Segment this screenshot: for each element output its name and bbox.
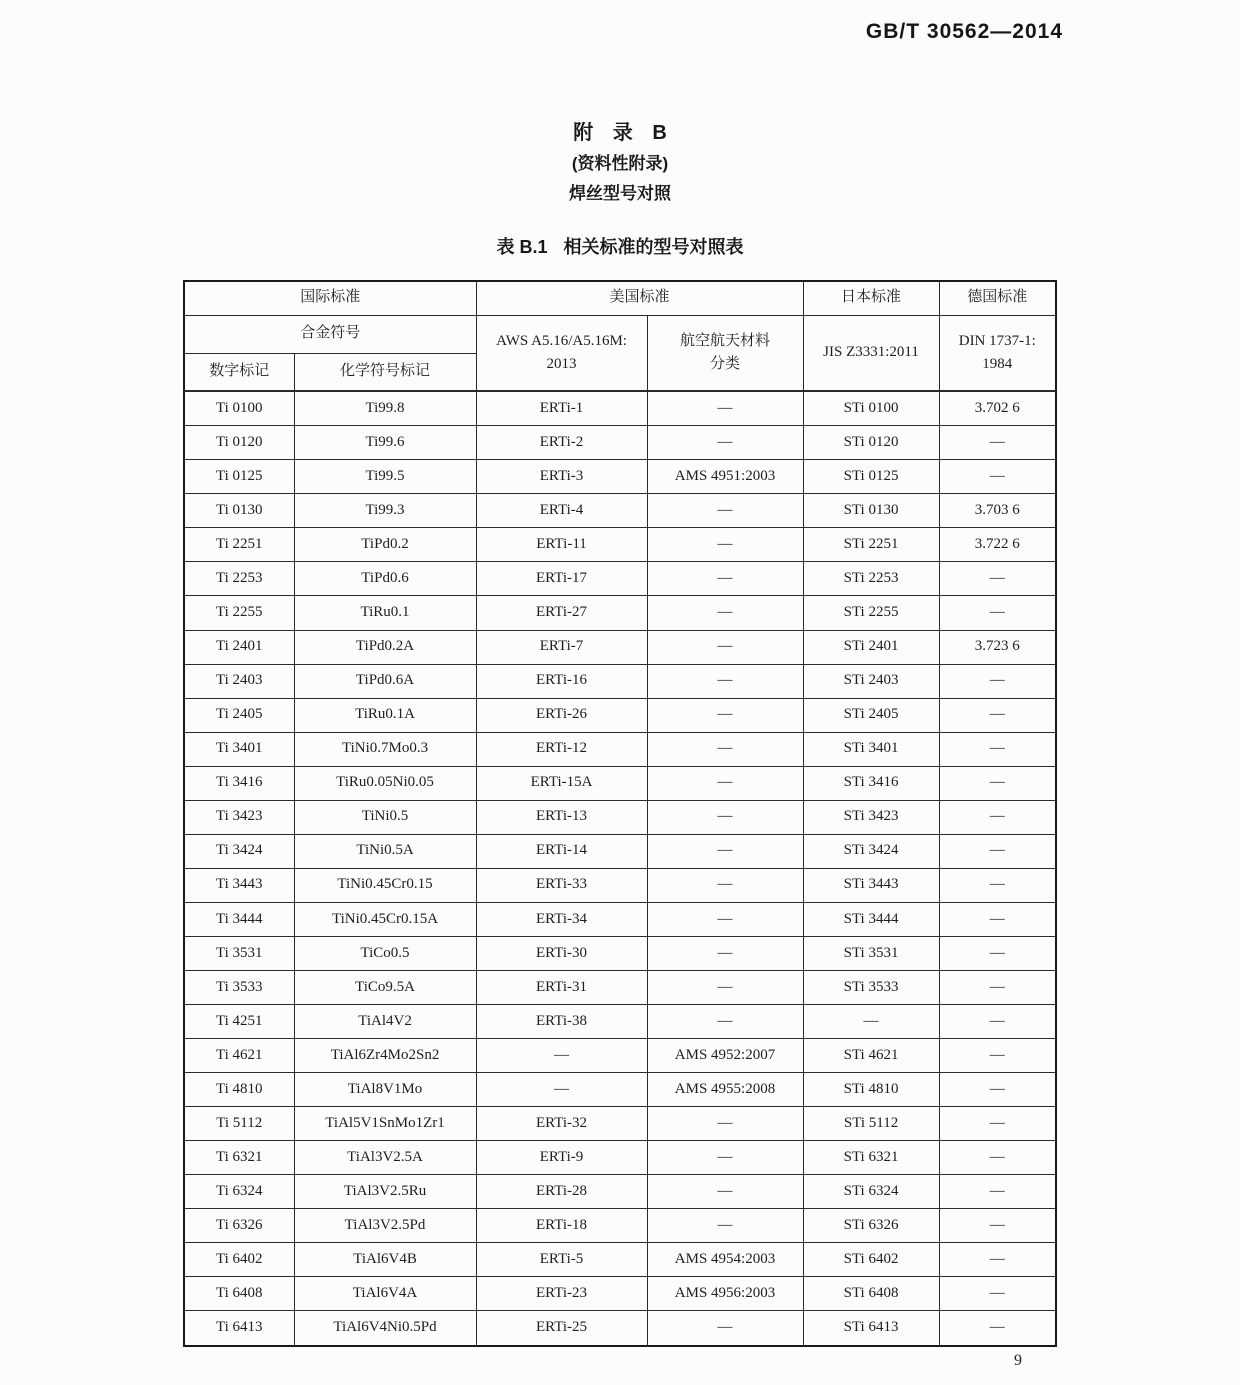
table-cell: 3.703 6 <box>939 494 1056 528</box>
table-cell: Ti 4251 <box>184 1005 294 1039</box>
table-cell: Ti99.8 <box>294 391 476 426</box>
table-cell: AMS 4955:2008 <box>647 1073 803 1107</box>
table-cell: ERTi-14 <box>476 834 647 868</box>
table-cell: STi 0120 <box>803 426 939 460</box>
table-cell: ERTi-32 <box>476 1107 647 1141</box>
table-cell: — <box>939 970 1056 1004</box>
doc-number: GB/T 30562—2014 <box>865 20 1063 43</box>
header-aws-spec-line1: AWS A5.16/A5.16M: <box>496 333 627 350</box>
table-cell: TiNi0.45Cr0.15A <box>294 902 476 936</box>
table-cell: STi 6324 <box>803 1175 939 1209</box>
table-cell: ERTi-27 <box>476 596 647 630</box>
table-caption <box>0 233 1240 259</box>
table-cell: — <box>939 596 1056 630</box>
header-jp-standard: 日本标准 <box>803 281 939 315</box>
appendix-subtitle: (资料性附录) <box>571 154 669 173</box>
table-row <box>184 732 1056 766</box>
table-cell: — <box>939 1039 1056 1073</box>
table-cell: ERTi-7 <box>476 630 647 664</box>
table-row <box>184 1277 1056 1311</box>
header-row-groups <box>184 315 1056 353</box>
table-cell: TiAl3V2.5Ru <box>294 1175 476 1209</box>
table-cell: — <box>939 1141 1056 1175</box>
table-cell: — <box>647 1175 803 1209</box>
table-cell: — <box>647 528 803 562</box>
table-row <box>184 391 1056 426</box>
table-row <box>184 1311 1056 1346</box>
table-cell: ERTi-34 <box>476 902 647 936</box>
table-cell: Ti 4810 <box>184 1073 294 1107</box>
table-cell: Ti 0120 <box>184 426 294 460</box>
table-cell: TiAl4V2 <box>294 1005 476 1039</box>
table-cell: ERTi-4 <box>476 494 647 528</box>
table-row <box>184 494 1056 528</box>
table-row <box>184 800 1056 834</box>
table-cell: STi 0130 <box>803 494 939 528</box>
table-cell: Ti 3531 <box>184 936 294 970</box>
table-cell: Ti 6321 <box>184 1141 294 1175</box>
table-cell: STi 3401 <box>803 732 939 766</box>
table-cell: — <box>647 834 803 868</box>
table-row <box>184 664 1056 698</box>
header-row-standards <box>184 281 1056 315</box>
table-cell: TiRu0.1 <box>294 596 476 630</box>
header-aerospace-class-line2: 分类 <box>710 355 741 372</box>
table-cell: Ti 2251 <box>184 528 294 562</box>
table-cell: ERTi-33 <box>476 868 647 902</box>
table-cell: TiNi0.45Cr0.15 <box>294 868 476 902</box>
table-cell: — <box>939 868 1056 902</box>
header-alloy-symbol: 合金符号 <box>184 315 476 353</box>
table-cell: — <box>647 664 803 698</box>
table-cell: ERTi-12 <box>476 732 647 766</box>
table-cell: 3.702 6 <box>939 391 1056 426</box>
table-cell: TiNi0.7Mo0.3 <box>294 732 476 766</box>
page-number: 9 <box>1014 1352 1022 1369</box>
table-cell: ERTi-28 <box>476 1175 647 1209</box>
header-chemical-mark: 化学符号标记 <box>294 353 476 391</box>
table-cell: — <box>647 1141 803 1175</box>
table-cell: ERTi-3 <box>476 460 647 494</box>
header-din-spec-line1: DIN 1737-1: <box>958 333 1036 350</box>
table-cell: ERTi-26 <box>476 698 647 732</box>
table-cell: — <box>939 800 1056 834</box>
table-cell: Ti 0130 <box>184 494 294 528</box>
table-cell: — <box>939 426 1056 460</box>
table-cell: STi 2251 <box>803 528 939 562</box>
table-cell: TiRu0.05Ni0.05 <box>294 766 476 800</box>
table-cell: STi 5112 <box>803 1107 939 1141</box>
table-row <box>184 766 1056 800</box>
table-cell: TiAl3V2.5Pd <box>294 1209 476 1243</box>
table-cell: — <box>647 1209 803 1243</box>
table-cell: Ti 3533 <box>184 970 294 1004</box>
header-aerospace-class-line1: 航空航天材料 <box>680 333 771 350</box>
table-cell: Ti99.3 <box>294 494 476 528</box>
table-cell: STi 4621 <box>803 1039 939 1073</box>
table-cell: TiAl6V4A <box>294 1277 476 1311</box>
header-de-standard: 德国标准 <box>939 281 1056 315</box>
table-cell: — <box>647 766 803 800</box>
table-cell: STi 4810 <box>803 1073 939 1107</box>
table-row <box>184 1209 1056 1243</box>
table-cell: — <box>939 1243 1056 1277</box>
header-aws-spec-line2: 2013 <box>546 355 577 372</box>
table-row <box>184 630 1056 664</box>
table-cell: Ti 2403 <box>184 664 294 698</box>
table-row <box>184 970 1056 1004</box>
table-cell: STi 6408 <box>803 1277 939 1311</box>
table-cell: ERTi-13 <box>476 800 647 834</box>
table-cell: TiPd0.6 <box>294 562 476 596</box>
table-row <box>184 528 1056 562</box>
table-cell: STi 6326 <box>803 1209 939 1243</box>
table-row <box>184 834 1056 868</box>
table-row <box>184 936 1056 970</box>
table-cell: — <box>647 732 803 766</box>
table-cell: STi 2401 <box>803 630 939 664</box>
table-cell: AMS 4951:2003 <box>647 460 803 494</box>
table-cell: — <box>939 698 1056 732</box>
table-cell: — <box>647 1107 803 1141</box>
table-cell: Ti 6408 <box>184 1277 294 1311</box>
table-cell: — <box>647 426 803 460</box>
table-cell: Ti 5112 <box>184 1107 294 1141</box>
table-cell: — <box>647 868 803 902</box>
table-cell: ERTi-11 <box>476 528 647 562</box>
table-cell: STi 6402 <box>803 1243 939 1277</box>
table-row <box>184 596 1056 630</box>
table-body <box>184 391 1056 1346</box>
table-cell: Ti 2253 <box>184 562 294 596</box>
table-cell: STi 3443 <box>803 868 939 902</box>
table-cell: — <box>939 1073 1056 1107</box>
table-cell: ERTi-31 <box>476 970 647 1004</box>
table-cell: — <box>939 562 1056 596</box>
table-cell: STi 3531 <box>803 936 939 970</box>
table-cell: — <box>647 596 803 630</box>
table-cell: STi 3416 <box>803 766 939 800</box>
table-cell: — <box>939 766 1056 800</box>
table-cell: — <box>939 732 1056 766</box>
header-din-spec-line2: 1984 <box>982 355 1013 372</box>
table-row <box>184 1039 1056 1073</box>
table-cell: Ti 2255 <box>184 596 294 630</box>
table-cell: — <box>647 800 803 834</box>
table-cell: — <box>647 1311 803 1346</box>
table-cell: ERTi-1 <box>476 391 647 426</box>
table-cell: Ti99.6 <box>294 426 476 460</box>
table-cell: TiPd0.6A <box>294 664 476 698</box>
table-cell: 3.723 6 <box>939 630 1056 664</box>
table-cell: ERTi-38 <box>476 1005 647 1039</box>
table-cell: TiAl3V2.5A <box>294 1141 476 1175</box>
table-cell: — <box>647 1005 803 1039</box>
table-cell: Ti 6324 <box>184 1175 294 1209</box>
table-cell: — <box>939 1175 1056 1209</box>
table-cell: STi 2255 <box>803 596 939 630</box>
table-cell: — <box>476 1073 647 1107</box>
table-cell: STi 3423 <box>803 800 939 834</box>
table-cell: TiAl6V4Ni0.5Pd <box>294 1311 476 1346</box>
table-cell: Ti 6413 <box>184 1311 294 1346</box>
table-cell: STi 3424 <box>803 834 939 868</box>
table-cell: Ti 3444 <box>184 902 294 936</box>
table-row <box>184 902 1056 936</box>
header-jis-spec: JIS Z3331:2011 <box>803 315 939 391</box>
table-cell: Ti 6326 <box>184 1209 294 1243</box>
header-aerospace-class <box>647 315 803 391</box>
table-cell: AMS 4954:2003 <box>647 1243 803 1277</box>
table-cell: — <box>939 1277 1056 1311</box>
table-row <box>184 1107 1056 1141</box>
table-cell: TiCo9.5A <box>294 970 476 1004</box>
table-cell: Ti 2405 <box>184 698 294 732</box>
header-aws-spec <box>476 315 647 391</box>
table-cell: — <box>803 1005 939 1039</box>
table-row <box>184 1141 1056 1175</box>
table-cell: — <box>939 1209 1056 1243</box>
table-cell: — <box>939 1005 1056 1039</box>
table-cell: TiPd0.2 <box>294 528 476 562</box>
table-cell: STi 0125 <box>803 460 939 494</box>
table-cell: Ti 3423 <box>184 800 294 834</box>
table-cell: Ti 2401 <box>184 630 294 664</box>
table-cell: — <box>939 936 1056 970</box>
table-cell: 3.722 6 <box>939 528 1056 562</box>
table-cell: ERTi-9 <box>476 1141 647 1175</box>
table-cell: STi 6321 <box>803 1141 939 1175</box>
table-cell: — <box>939 902 1056 936</box>
comparison-table <box>183 280 1057 1347</box>
table-cell: ERTi-25 <box>476 1311 647 1346</box>
table-row <box>184 426 1056 460</box>
table-cell: — <box>939 1311 1056 1346</box>
table-cell: Ti 6402 <box>184 1243 294 1277</box>
table-cell: ERTi-15A <box>476 766 647 800</box>
appendix-subject: 焊丝型号对照 <box>569 184 671 203</box>
table-cell: — <box>647 970 803 1004</box>
table-cell: — <box>476 1039 647 1073</box>
table-cell: Ti 4621 <box>184 1039 294 1073</box>
table-cell: Ti99.5 <box>294 460 476 494</box>
header-intl-standard: 国际标准 <box>184 281 476 315</box>
table-cell: ERTi-2 <box>476 426 647 460</box>
table-cell: STi 0100 <box>803 391 939 426</box>
table-cell: Ti 3416 <box>184 766 294 800</box>
table-caption-label: 表 B.1 <box>496 237 548 257</box>
table-cell: TiPd0.2A <box>294 630 476 664</box>
table-cell: Ti 0125 <box>184 460 294 494</box>
table-cell: — <box>647 630 803 664</box>
table-cell: TiRu0.1A <box>294 698 476 732</box>
table-cell: ERTi-18 <box>476 1209 647 1243</box>
table-cell: Ti 3401 <box>184 732 294 766</box>
table-cell: TiAl5V1SnMo1Zr1 <box>294 1107 476 1141</box>
table-cell: AMS 4952:2007 <box>647 1039 803 1073</box>
table-cell: TiAl8V1Mo <box>294 1073 476 1107</box>
header-din-spec <box>939 315 1056 391</box>
table-cell: — <box>647 391 803 426</box>
table-cell: ERTi-5 <box>476 1243 647 1277</box>
table-cell: — <box>939 664 1056 698</box>
table-cell: AMS 4956:2003 <box>647 1277 803 1311</box>
table-row <box>184 562 1056 596</box>
table-cell: ERTi-30 <box>476 936 647 970</box>
table-row <box>184 1243 1056 1277</box>
table-cell: STi 3533 <box>803 970 939 1004</box>
table-cell: TiNi0.5A <box>294 834 476 868</box>
table-cell: TiAl6Zr4Mo2Sn2 <box>294 1039 476 1073</box>
table-cell: STi 6413 <box>803 1311 939 1346</box>
table-cell: Ti 3443 <box>184 868 294 902</box>
table-cell: — <box>647 902 803 936</box>
table-cell: ERTi-16 <box>476 664 647 698</box>
table-cell: — <box>647 698 803 732</box>
table-cell: — <box>939 834 1056 868</box>
table-cell: ERTi-17 <box>476 562 647 596</box>
table-cell: — <box>939 1107 1056 1141</box>
table-caption-title: 相关标准的型号对照表 <box>563 237 744 257</box>
table-cell: TiNi0.5 <box>294 800 476 834</box>
table-cell: STi 2253 <box>803 562 939 596</box>
header-numeric-mark: 数字标记 <box>184 353 294 391</box>
table-cell: STi 3444 <box>803 902 939 936</box>
table-cell: Ti 3424 <box>184 834 294 868</box>
table-cell: STi 2403 <box>803 664 939 698</box>
table-cell: ERTi-23 <box>476 1277 647 1311</box>
table-cell: Ti 0100 <box>184 391 294 426</box>
table-cell: STi 2405 <box>803 698 939 732</box>
table-row <box>184 1175 1056 1209</box>
table-cell: — <box>939 460 1056 494</box>
table-row <box>184 1005 1056 1039</box>
header-us-standard: 美国标准 <box>476 281 803 315</box>
table-cell: — <box>647 494 803 528</box>
table-cell: — <box>647 562 803 596</box>
table-cell: — <box>647 936 803 970</box>
table-row <box>184 868 1056 902</box>
table-row <box>184 698 1056 732</box>
table-row <box>184 460 1056 494</box>
table-cell: TiCo0.5 <box>294 936 476 970</box>
appendix-title: 附 录 B <box>573 122 667 144</box>
table-row <box>184 1073 1056 1107</box>
table-cell: TiAl6V4B <box>294 1243 476 1277</box>
